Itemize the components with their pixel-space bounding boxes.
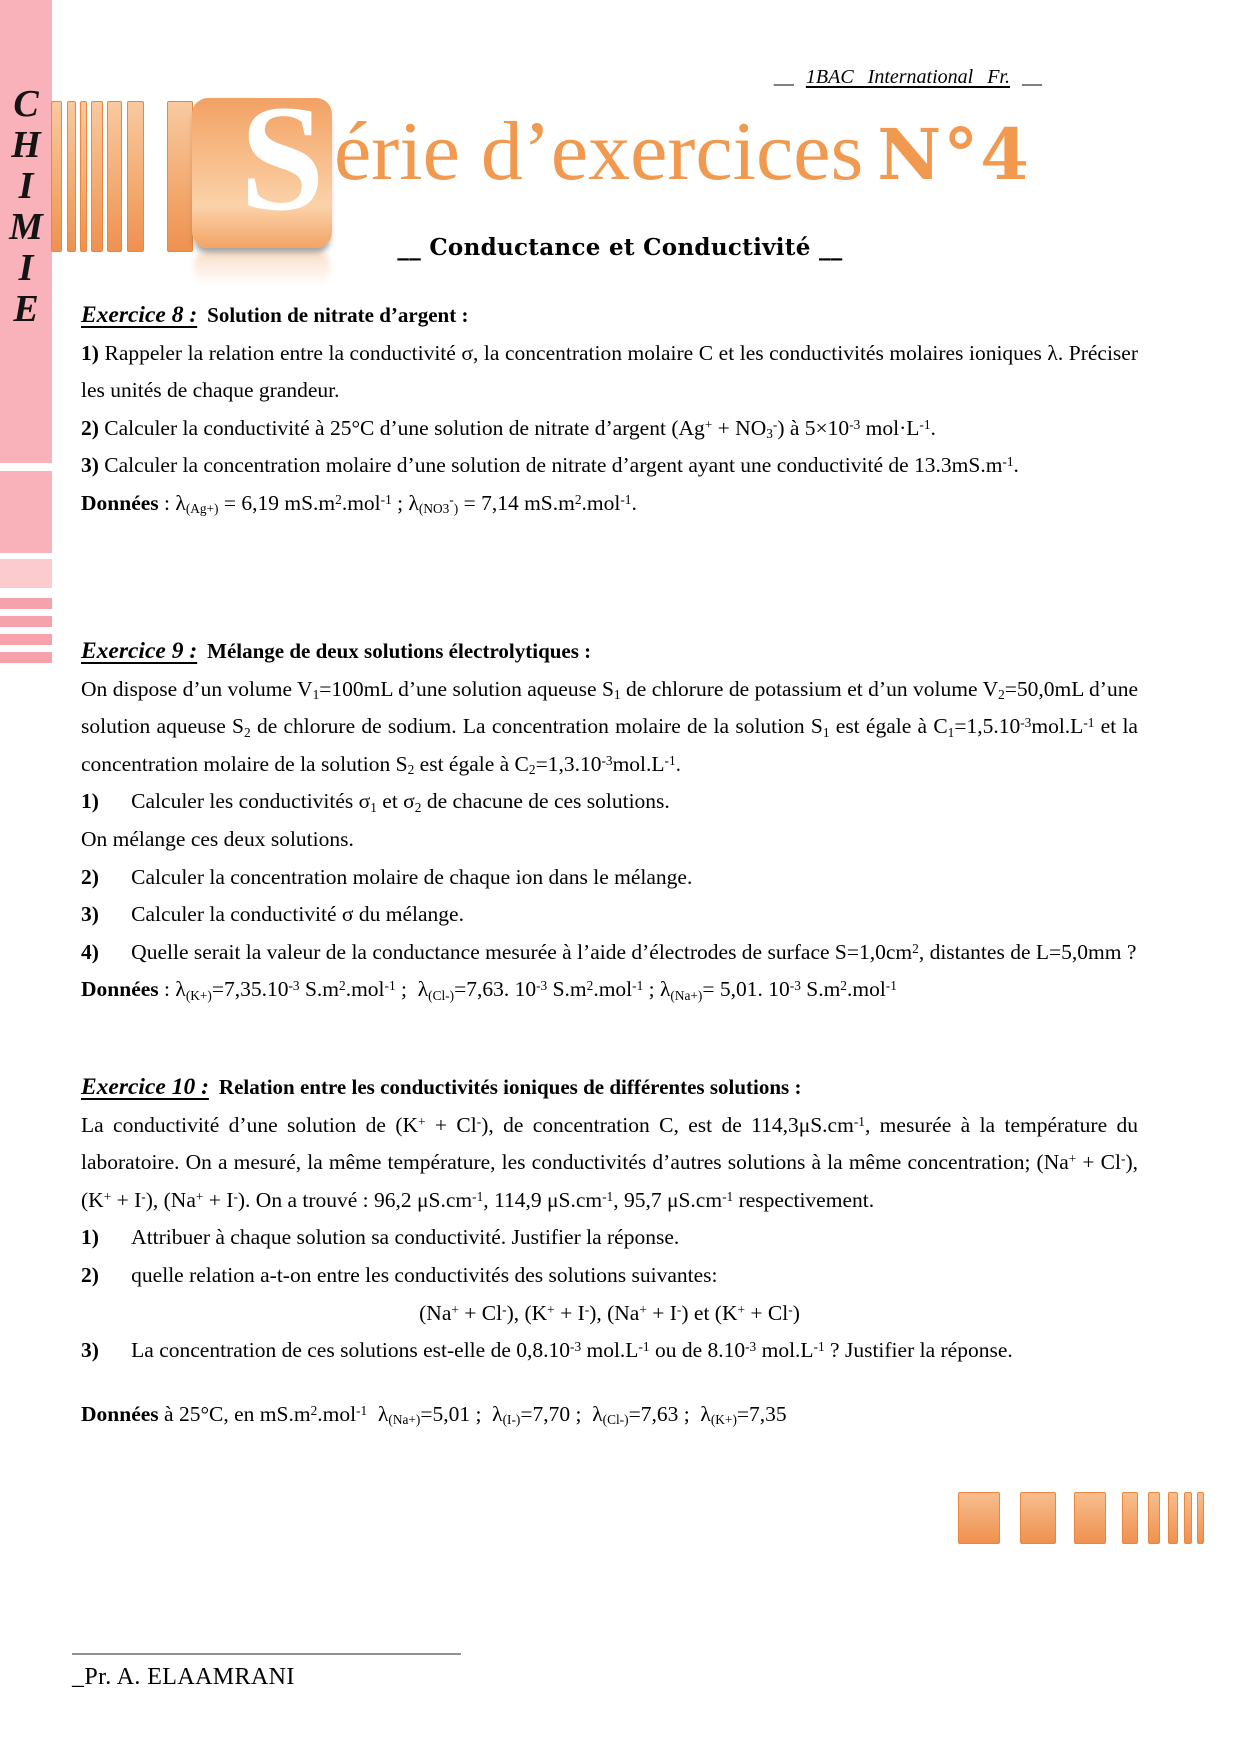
exercise8-question-2: 2) Calculer la conductivité à 25°C d’une solution de nitrate d’argent $(Ag^+ + NO_3^-)$ à $5\times 10^{-3}$ $mol\cdot L^{-1}$. (81, 415, 936, 442)
exercise8-heading (81, 297, 1138, 335)
exercise10-intro: La conductivité d’une solution de (K+ + Cl-), de concentration C, est de $114,3\mu S.cm^{-1}$, mesurée à la température du laboratoire. On a mesuré, la même température, les conductivités d’autres solutions à la même concentration; (Na+ + Cl-), (K+ + I-), (Na+ + I-). On a trouvé : 96,2 $\mu S.cm^{-1}$, 114,9 $\mu S.cm^{-1}$, 95,7 $\mu S.cm^{-1}$ respectivement. (81, 1112, 1139, 1212)
class-label (774, 66, 1042, 89)
exercise8-topic: Solution de nitrate d’argent : (207, 303, 469, 327)
exercise10-topic: Relation entre les conductivités ioniques de différentes solutions : (218, 1075, 802, 1099)
pink-band-segment (0, 471, 52, 553)
page-title-number: N°4 (877, 113, 1031, 196)
exercise9-donnees: Données : $\lambda_{(K+)}=7,35.10^{-3}$ $S.m^2.mol^{-1}$ ; $\lambda_{(Cl-)}=7,63$. $10^{-3}$ $S.m^2.mol^{-1}$ ; $\lambda_{(Na+)}= 5,01$. $10^{-3}$ $S.m^2.mol^{-1}$ (81, 977, 897, 1003)
orange-bar (1148, 1492, 1160, 1544)
pink-stripes-decoration (0, 598, 52, 670)
author-name: _Pr. A. ELAAMRANI (72, 1664, 295, 1690)
exercise9-question-3: 3) Calculer la conductivité σ du mélange. (81, 902, 464, 927)
orange-bar (1020, 1492, 1056, 1544)
exercise10-donnees: Données à 25°C, en $mS.m^2.mol^{-1}$ $\lambda_{(Na+)}=5,01$ ; $\lambda_{(I-)}=7,70$ ; $\lambda_{(Cl-)}=7,63$ ; $\lambda_{(K+)}=7,35$ (81, 1401, 787, 1428)
orange-bar (80, 101, 87, 252)
exercise9-question-2: 2) Calculer la concentration molaire de chaque ion dans le mélange. (81, 864, 693, 889)
exercise10-question-2: 2) quelle relation a-t-on entre les conductivités des solutions suivantes: (81, 1262, 718, 1287)
class-label-suffix: __ (1022, 66, 1042, 88)
exercise8-donnees: Données : $\lambda_{(Ag+)} = 6,19$ $mS.m^2.mol^{-1}$ ; $\lambda_{(NO3}^-_) = 7,14$ $mS.m^2.mol^{-1}$. (81, 490, 637, 517)
orange-bar (958, 1492, 1000, 1544)
page-subtitle: __ Conductance et Conductivité __ (397, 234, 843, 261)
footer-divider (72, 1653, 461, 1655)
title-initial-letter: S (240, 74, 325, 242)
pink-stripe (0, 634, 52, 645)
exercise8-question-3: 3) Calculer la concentration molaire d’une solution de nitrate d’argent ayant une conductivité de $13.3mS.m^{-1}$. (81, 453, 1019, 478)
subject-letter: C (13, 83, 39, 125)
orange-bar (51, 101, 62, 252)
orange-bar (107, 101, 122, 252)
exercise9-intro: On dispose d’un volume $V_1=100mL$ d’une solution aqueuse $S_1$ de chlorure de potassium et d’un volume $V_2=50,0mL$ d’une solution aqueuse $S_2$ de chlorure de sodium. La concentration molaire de la solution $S_1$ est égale à $C_1=1,5.10^{-3}mol.L^{-1}$ et la concentration molaire de la solution $S_2$ est égale à $C_2=1,3.10^{-3}mol.L^{-1}$. (81, 676, 1138, 778)
exercise9-label: Exercice 9 : (81, 638, 198, 664)
orange-bar (1074, 1492, 1106, 1544)
class-label-prefix: __ (773, 66, 794, 88)
subject-label (0, 0, 52, 330)
orange-bar (167, 101, 193, 252)
exercise10-question-1: 1) Attribuer à chaque solution sa conductivité. Justifier la réponse. (81, 1225, 680, 1250)
exercise9-topic: Mélange de deux solutions électrolytiques : (207, 639, 592, 663)
pink-stripe (0, 652, 52, 663)
exercise9-note: On mélange ces deux solutions. (81, 826, 354, 851)
exercise8-label: Exercice 8 : (81, 302, 198, 328)
page-title (334, 106, 1031, 198)
footer-bars-decoration (958, 1492, 1204, 1544)
orange-bar (91, 101, 103, 252)
subject-letter: M (9, 206, 43, 248)
exercise8-question-1: 1) Rappeler la relation entre la conductivité σ, la concentration molaire C et les conductivités molaires ioniques λ. Préciser les unités de chaque grandeur. (81, 340, 1138, 403)
title-initial-box (192, 74, 332, 248)
exercise9-question-4: 4) Quelle serait la valeur de la conductance mesurée à l’aide d’électrodes de surface $S=1,0cm^2$, distantes de L=5,0mm ? (81, 939, 1137, 964)
exercise10-block (81, 1069, 1138, 1433)
orange-bar (1122, 1492, 1138, 1544)
orange-bar (1197, 1492, 1204, 1544)
header-bars-decoration (51, 101, 193, 252)
exercise10-label: Exercice 10 : (81, 1074, 209, 1100)
exercise9-heading (81, 633, 1138, 671)
subject-sidebar (0, 0, 52, 463)
exercise10-question-3: 3) La concentration de ces solutions est-elle de $0,8.10^{-3}$ $mol.L^{-1}$ ou de $8.10^{-3}$ $mol.L^{-1}$ ? Justifier la réponse. (81, 1338, 1013, 1363)
page-title-text: érie d’exercices (334, 105, 864, 198)
pink-stripe (0, 616, 52, 627)
exercise8-block (81, 297, 1138, 523)
exercise9-question-1: 1) Calculer les conductivités $\sigma_1$ et $\sigma_2$ de chacune de ces solutions. (81, 789, 670, 815)
orange-bar (1184, 1492, 1192, 1544)
subject-letter: I (18, 247, 34, 289)
subject-letter: E (13, 288, 39, 330)
exercise10-heading (81, 1069, 1138, 1107)
orange-bar (67, 101, 76, 252)
subject-letter: I (18, 165, 34, 207)
exercise9-block (81, 633, 1138, 1009)
pink-band-segment-light (0, 559, 52, 588)
subject-letter: H (11, 124, 41, 166)
orange-bar (1168, 1492, 1178, 1544)
class-label-text: 1BAC International Fr. (805, 66, 1010, 88)
pink-stripe (0, 598, 52, 609)
exercise10-ion-list: (Na+ + Cl-), (K+ + I-), (Na+ + I-) et (K+ + Cl-) (419, 1300, 800, 1325)
orange-bar (127, 101, 144, 252)
